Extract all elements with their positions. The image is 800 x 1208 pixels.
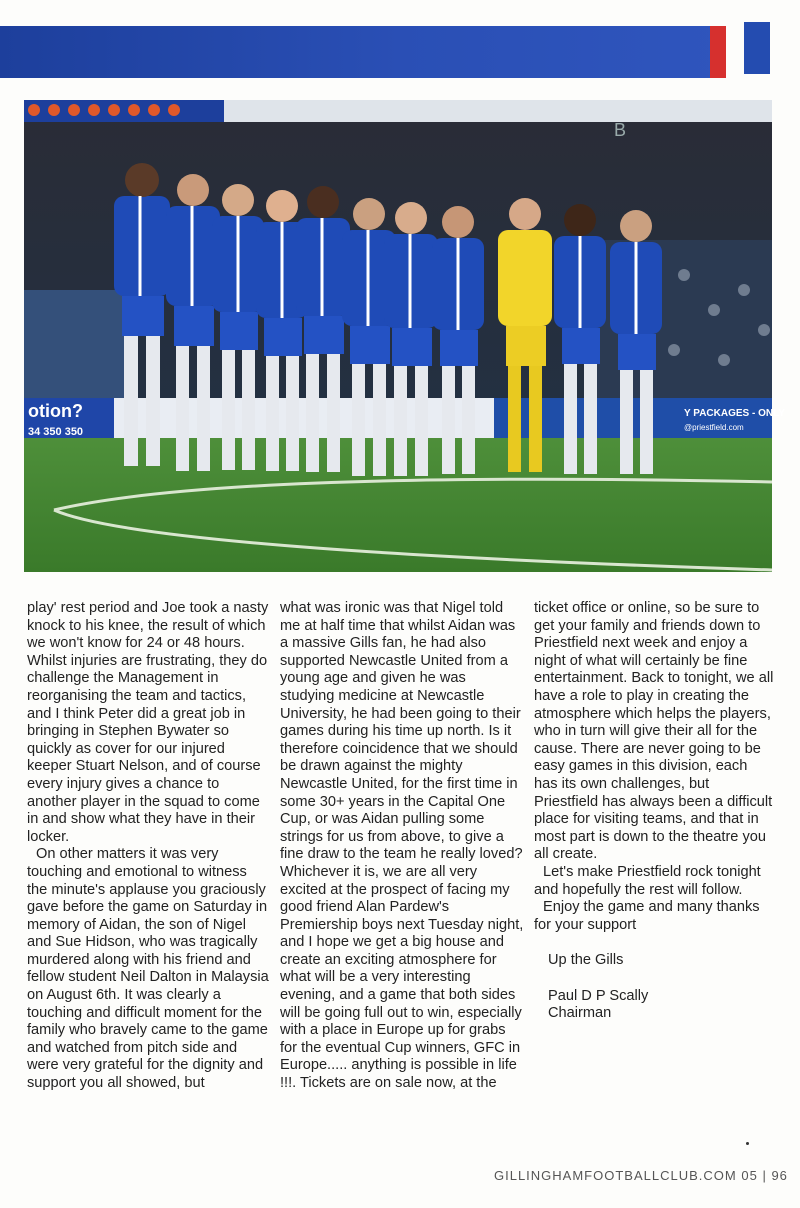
ad-board-left-text: otion? [28,401,83,421]
signature-title: Chairman [548,1005,612,1022]
header-red-stripe [710,26,726,78]
ad-board-right-text: Y PACKAGES - ONLY [684,408,785,419]
page-symbol: 96 [771,1168,788,1183]
team-photo [24,100,785,572]
ad-board-left-phone: 34 350 350 [28,426,84,438]
article-paragraph: Enjoy the game and many thanks for your support [534,899,760,933]
footer-site: GILLINGHAMFOOTBALLCLUB.COM [494,1168,737,1183]
article-paragraph: what was ironic was that Nigel told me at half time that whilst Aidan was a massive Gills fan, he had also supported Newcastle United from a young age and given he was studying medicine at Newcastle University, he had been going to their games during his time up north. Is it therefore coincidence that we should be drawn against the mighty Newcastle United, for the first time in some 30+ years in the Capital One Cup, or was Aidan pulling some strings for us from above, to give a fine draw to the team he really loved? Whichever it is, we are all very excited at the prospect of facing my good friend Alan Pardew's Premiership boys next Tuesday night, and I hope we get a big house and create an exciting atmosphere for what will be a very interesting evening, and a game that both sides will be going full out to win, especially with a place in Europe up for grabs for the eventual Cup winners, GFC in Europe..... anything is possible in life !!!. Tickets are on sale now, at the [280,600,524,1092]
article-column-1 [27,600,271,1093]
article-paragraph: Let's make Priestfield rock tonight and hopefully the rest will follow. [534,863,761,898]
print-speck [746,1142,749,1145]
page-number: 05 [741,1168,758,1183]
stand-letter: B [614,120,627,140]
header-blue-block [744,22,770,74]
page-divider: | [762,1168,767,1183]
header-bar [0,26,726,78]
ad-board-right-email: @priestfield.com [684,423,744,432]
article-column-2 [280,600,524,1093]
signature-name: Paul D P Scally [548,987,649,1004]
closing-line: Up the Gills [548,952,624,969]
page-footer [494,1168,788,1183]
article-paragraph: ticket office or online, so be sure to get your family and friends down to Priestfield next week and enjoy a night of what will certainly be fine entertainment. Back to tonight, we all have a role to play in creating the atmosphere which helps the players, who in turn will give their all for the cause. There are never going to be easy games in this division, each has its own challenges, but Priestfield has always been a difficult place for visiting teams, and that in most part is down to the theatre you all create. [534,600,774,863]
article-paragraph: On other matters it was very touching and emotional to witness the minute's applause you graciously gave before the game on Saturday in memory of Aidan, the son of Nigel and Sue Hidson, who was tragically murdered along with his friend and fellow student Neil Dalton in Malaysia on August 6th. It was clearly a touching and difficult moment for the family who bravely came to the game and watched from pitch side and were very grateful for the dignity and support you all showed, but [27,846,269,1092]
article-column-3 [534,600,774,1023]
article-paragraph: play' rest period and Joe took a nasty knock to his knee, the result of which we won't know for 24 or 48 hours. Whilst injuries are frustrating, they do challenge the Management in reorganising the team and tactics, and I think Peter did a great job in bringing in Stephen Bywater so quickly as cover for our injured keeper Stuart Nelson, and of course every injury gives a chance to another player in the squad to come in and show what they have in their locker. [27,600,269,845]
